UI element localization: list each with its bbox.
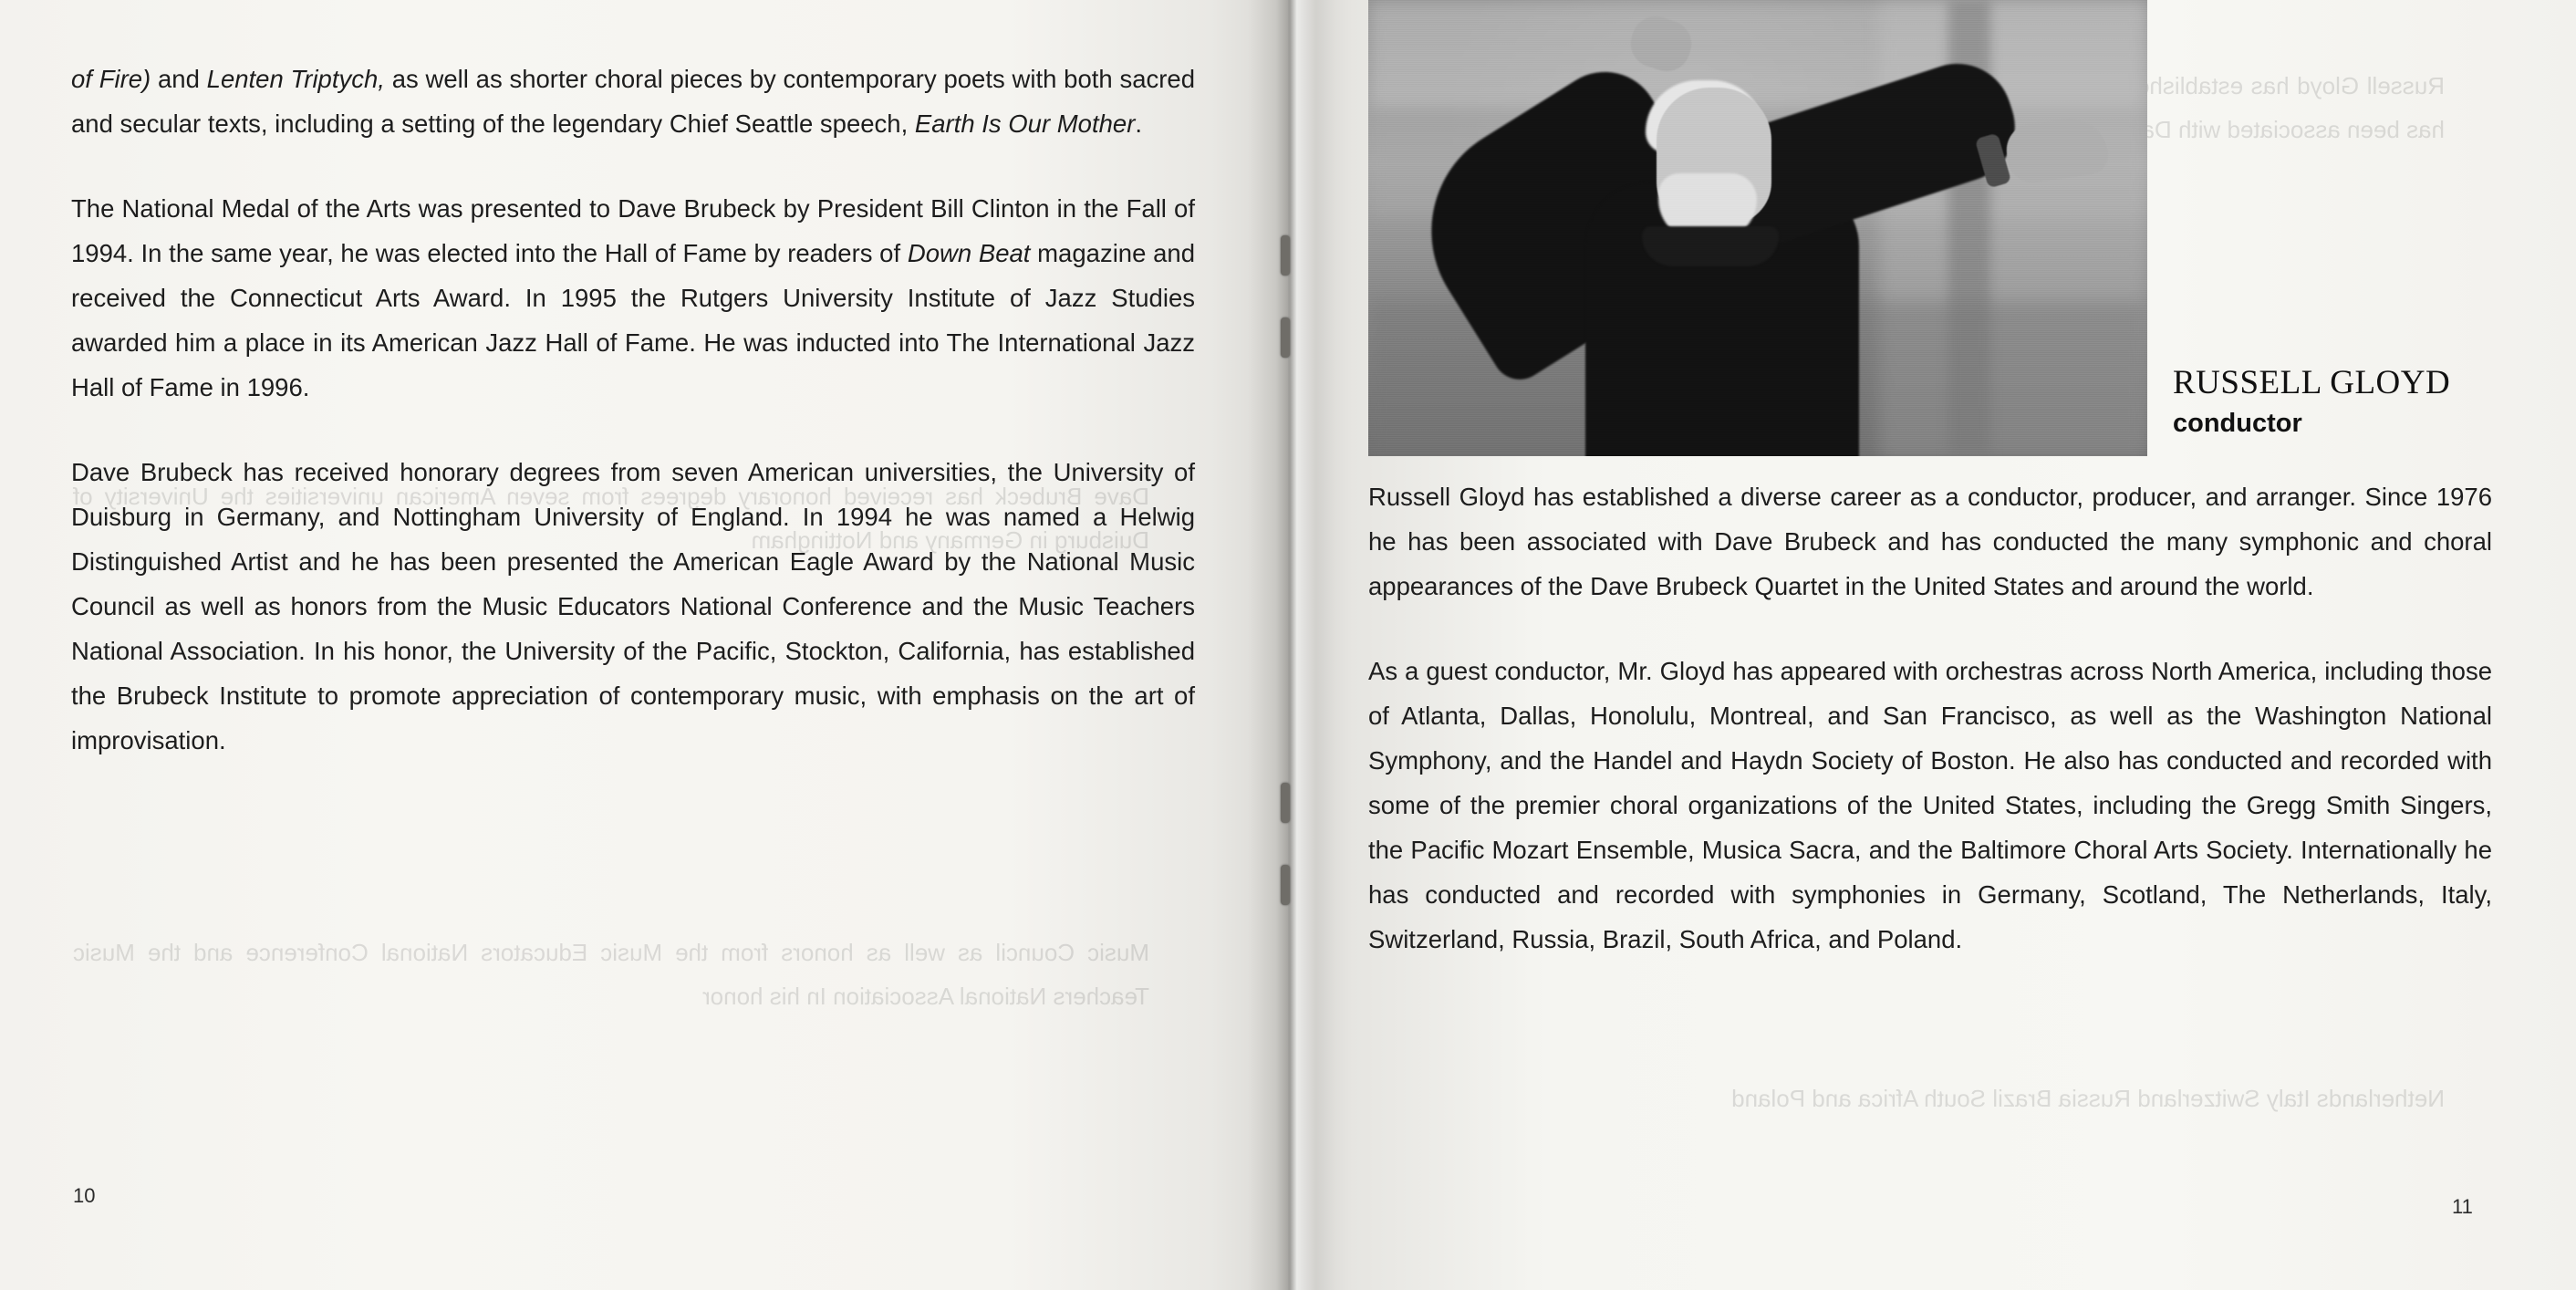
paragraph: The National Medal of the Arts was presented to Dave Brubeck by President Bill Clinton in the Fall of 1994. In the same year, he was elected into the Hall of Fame by readers of Down Beat magazine and received the Connecticut Arts Award. In 1995 the Rutgers University Institute of Jazz Studies awarded him a place in its American Jazz Hall of Fame. He was inducted into The International Jazz Hall of Fame in 1996. <box>71 194 1195 401</box>
caption-name: RUSSELL GLOYD <box>2173 364 2451 401</box>
right-page-body-text <box>1368 474 2492 962</box>
title-italic: Earth Is Our Mother <box>914 109 1136 138</box>
photo-grain-overlay <box>1368 0 2147 456</box>
binding-staple <box>1281 783 1290 823</box>
spread-gutter <box>1248 0 1335 1290</box>
left-page-body-text <box>71 57 1195 763</box>
binding-staple <box>1281 317 1290 358</box>
conductor-photograph <box>1368 0 2147 456</box>
page-number-right: 11 <box>2452 1195 2473 1218</box>
paragraph: As a guest conductor, Mr. Gloyd has appeared with orchestras across North America, including those of Atlanta, Dallas, Honolulu, Montreal, and San Francisco, as well as the Washington National Symphony, and the Handel and Haydn Society of Boston. He also has conducted and recorded with some of the premier choral organizations of the United States, including the Gregg Smith Singers, the Pacific Mozart Ensemble, Musica Sacra, and the Baltimore Choral Arts Society. Internationally he has conducted and recorded with symphonies in Germany, Scotland, The Netherlands, Italy, Switzerland, Russia, Brazil, South Africa, and Poland. <box>1368 657 2492 953</box>
paragraph: Russell Gloyd has established a diverse career as a conductor, producer, and arranger. Since 1976 he has been associated with Dave Brubeck and has conducted the many symphonic and choral appearances of the Dave Brubeck Quartet in the United States and around the world. <box>1368 483 2492 600</box>
title-italic: Down Beat <box>907 239 1031 267</box>
title-italic: Lenten Triptych, <box>206 65 385 93</box>
paragraph: of Fire) and Lenten Triptych, as well as shorter choral pieces by contemporary poets with both sacred and secular texts, including a setting of the legendary Chief Seattle speech, Earth Is Our Mother. <box>71 65 1196 138</box>
paragraph: Dave Brubeck has received honorary degrees from seven American universities, the University of Duisburg in Germany, and Nottingham University of England. In 1994 he was named a Helwig Distinguished Artist and he has been presented the American Eagle Award by the National Music Council as well as honors from the Music Educators National Conference and the Music Teachers National Association. In his honor, the University of the Pacific, Stockton, California, has established the Brubeck Institute to promote appreciation of contemporary music, with emphasis on the art of improvisation. <box>71 458 1195 754</box>
photo-background <box>1368 0 2147 456</box>
binding-staple <box>1281 235 1290 276</box>
title-italic: of Fire) <box>71 65 151 93</box>
photo-caption <box>2173 363 2474 442</box>
binding-staple <box>1281 865 1290 905</box>
page-number-left: 10 <box>73 1184 96 1207</box>
caption-role: conductor <box>2173 409 2302 438</box>
